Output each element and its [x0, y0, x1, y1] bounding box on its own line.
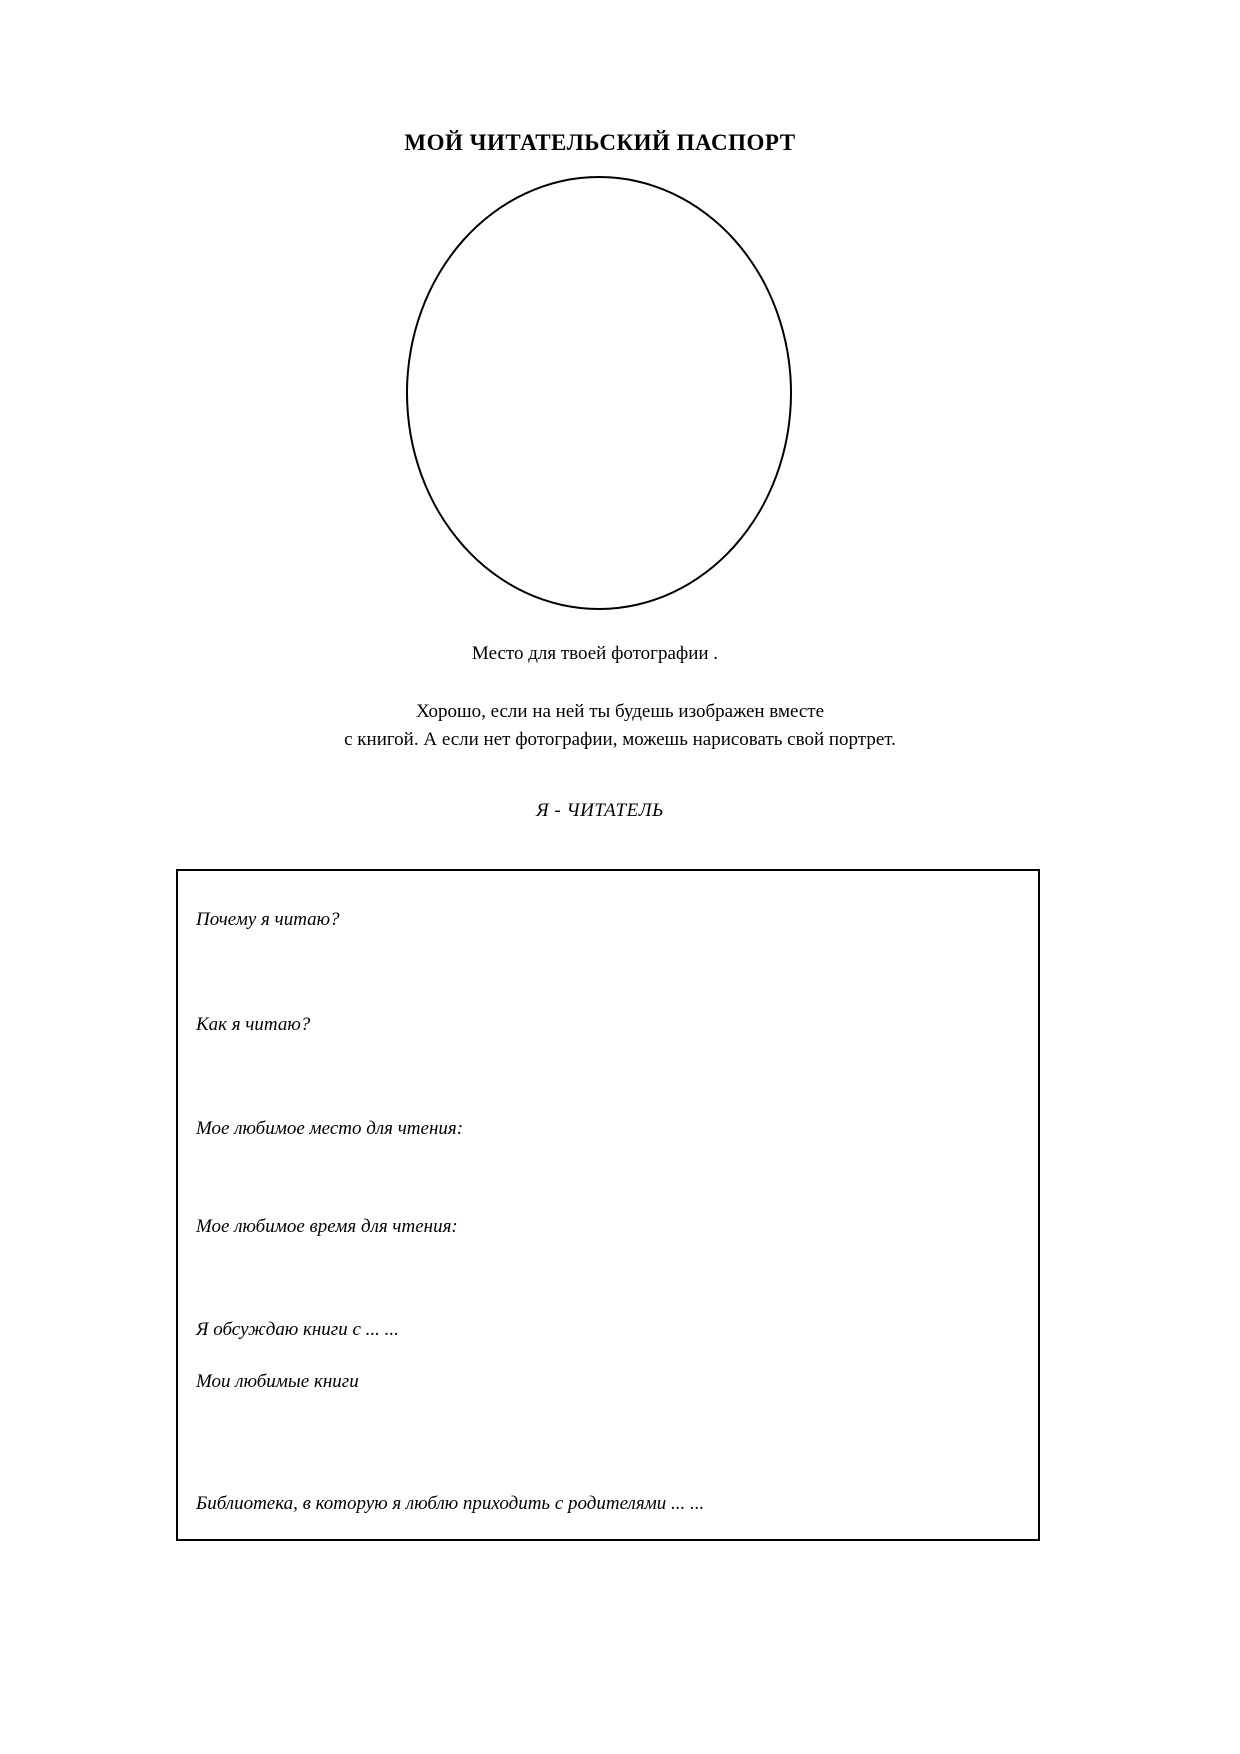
- prompt-why-i-read: Почему я читаю?: [196, 909, 340, 930]
- photo-note: [0, 698, 1240, 754]
- prompt-discuss-books-with: Я обсуждаю книги с ... ...: [196, 1319, 399, 1340]
- reader-questions-box: [176, 869, 1040, 1541]
- prompt-library-with-parents: Библиотека, в которую я люблю приходить с родителями ... ...: [196, 1493, 705, 1514]
- photo-placeholder-oval: [406, 176, 792, 610]
- photo-note-line-2: с книгой. А если нет фотографии, можешь нарисовать свой портрет.: [344, 729, 896, 750]
- prompt-favorite-place: Мое любимое место для чтения:: [196, 1118, 464, 1139]
- prompt-favorite-time: Мое любимое время для чтения:: [196, 1216, 458, 1237]
- section-heading-reader: Я - ЧИТАТЕЛЬ: [536, 800, 664, 821]
- page-title: МОЙ ЧИТАТЕЛЬСКИЙ ПАСПОРТ: [404, 130, 796, 155]
- photo-caption: Место для твоей фотографии .: [471, 643, 719, 664]
- photo-note-line-1: Хорошо, если на ней ты будешь изображен вместе: [415, 701, 825, 722]
- prompt-how-i-read: Как я читаю?: [196, 1014, 311, 1035]
- prompt-favorite-books: Мои любимые книги: [196, 1371, 359, 1392]
